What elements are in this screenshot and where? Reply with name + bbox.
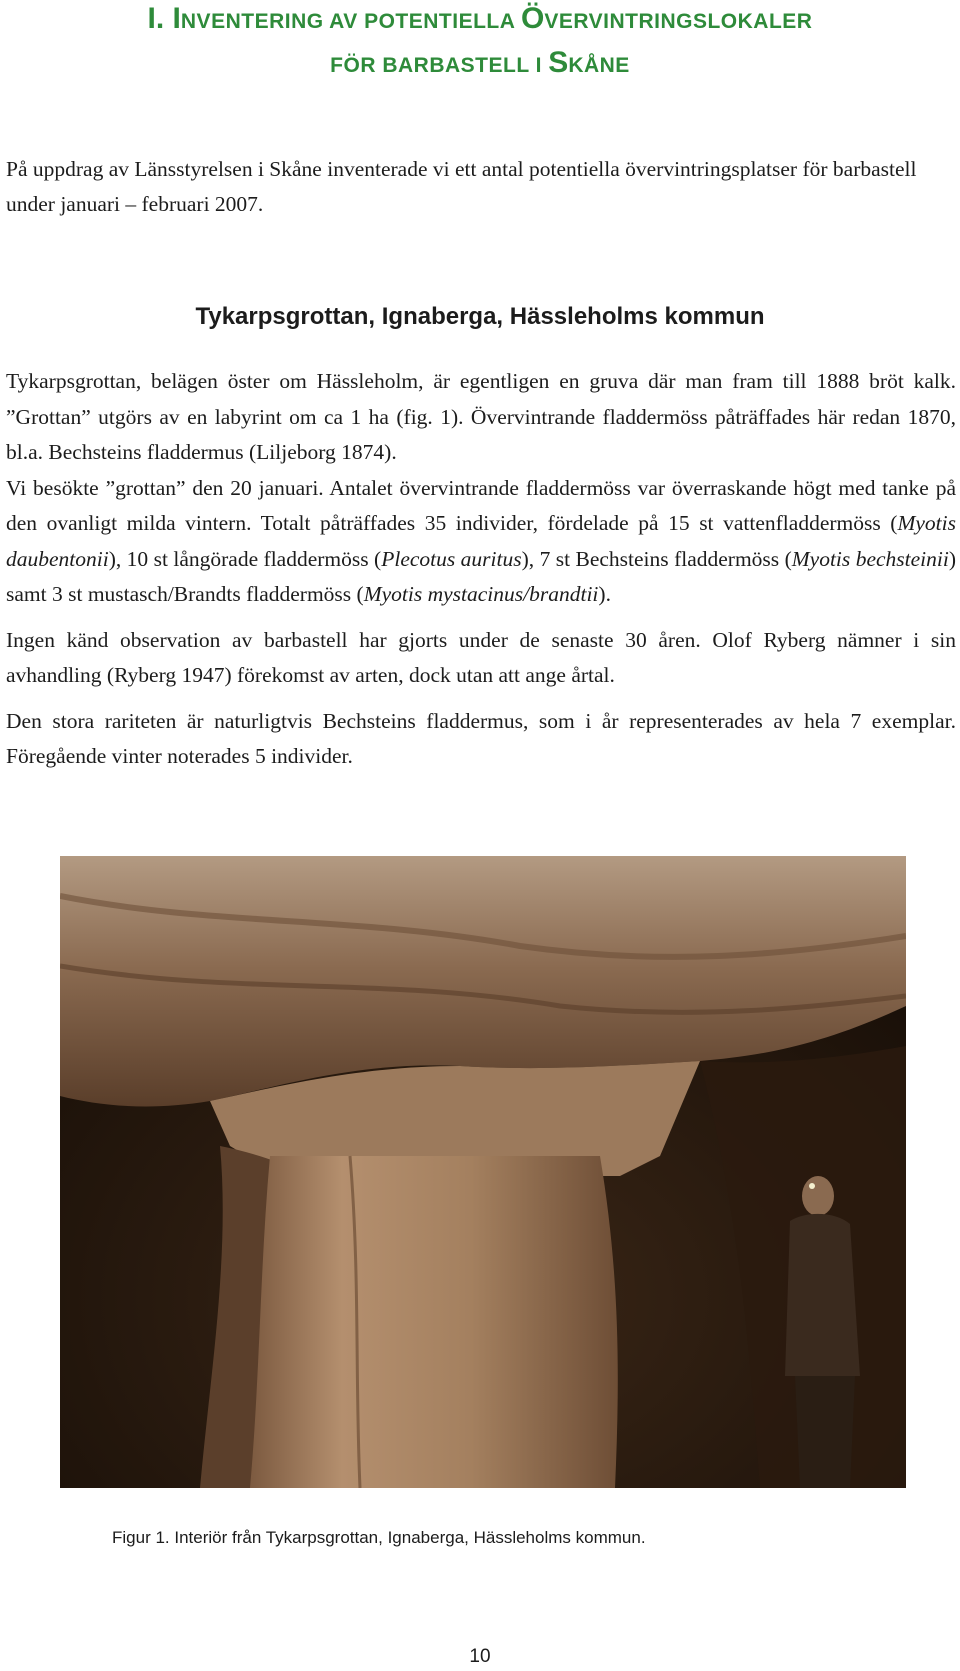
heading-part: FÖR BARBASTELL I	[330, 54, 549, 77]
heading-part: VERVINTRINGSLOKALER	[544, 10, 813, 33]
heading-part: S	[548, 46, 569, 79]
intro-paragraph: På uppdrag av Länsstyrelsen i Skåne inventerade vi ett antal potentiella övervintringsplatser för barbastell under januari – februari 2007.	[6, 157, 917, 216]
paragraph-2-text: ).	[598, 582, 611, 606]
heading-part: NVENTERING AV POTENTIELLA	[180, 10, 521, 33]
paragraph-3: Ingen känd observation av barbastell har gjorts under de senaste 30 åren. Olof Ryberg nämner i sin avhandling (Ryberg 1947) förekomst av arten, dock utan att ange årtal.	[6, 627, 956, 687]
page-number: 10	[469, 1646, 491, 1667]
species-name: Myotis mystacinus/brandtii	[363, 582, 599, 606]
species-name: Myotis bechsteinii	[791, 546, 949, 571]
paragraph-2-text: ), 7 st Bechsteins fladdermöss (	[521, 546, 792, 571]
heading-part: KÅNE	[568, 54, 630, 77]
paragraph-2-text: ), 10 st långörade fladdermöss (	[108, 546, 382, 571]
paragraph-2-text: Vi besökte ”grottan” den 20 januari. Antalet övervintrande fladdermöss var överraskande högt med tanke på den ovanligt milda vintern. Totalt påträffades 35 individer, fördelade på 15 st vattenfladdermöss (	[6, 475, 956, 535]
section-title: Tykarpsgrottan, Ignaberga, Hässleholms kommun	[195, 303, 765, 330]
species-name: Myotis daubentonii	[6, 511, 956, 571]
species-name: Plecotus auritus	[381, 546, 522, 571]
paragraph-4: Den stora rariteten är naturligtvis Bechsteins fladdermus, som i år representerades av hela 7 exemplar. Föregående vinter noterades 5 individer.	[6, 708, 956, 768]
cave-interior-photo	[60, 856, 906, 1488]
heading-part: Ö	[520, 2, 545, 35]
paragraph-2	[6, 471, 956, 613]
paragraph-1: Tykarpsgrottan, belägen öster om Hässleholm, är egentligen en gruva där man fram till 1888 bröt kalk. ”Grottan” utgörs av en labyrint om ca 1 ha (fig. 1). Övervintrande fladdermöss påträffades här redan 1870, bl.a. Bechsteins fladdermus (Liljeborg 1874).	[6, 369, 956, 464]
paragraph-2-text: ) samt 3 st mustasch/Brandts fladdermöss (	[6, 546, 956, 606]
body-text	[6, 364, 956, 785]
chapter-heading-line-1	[0, 2, 960, 39]
heading-part: I. I	[147, 2, 181, 35]
figure-caption: Figur 1. Interiör från Tykarpsgrottan, Ignaberga, Hässleholms kommun.	[112, 1528, 646, 1547]
cave-photo-illustration	[60, 856, 906, 1488]
chapter-heading-line-2	[0, 46, 960, 83]
